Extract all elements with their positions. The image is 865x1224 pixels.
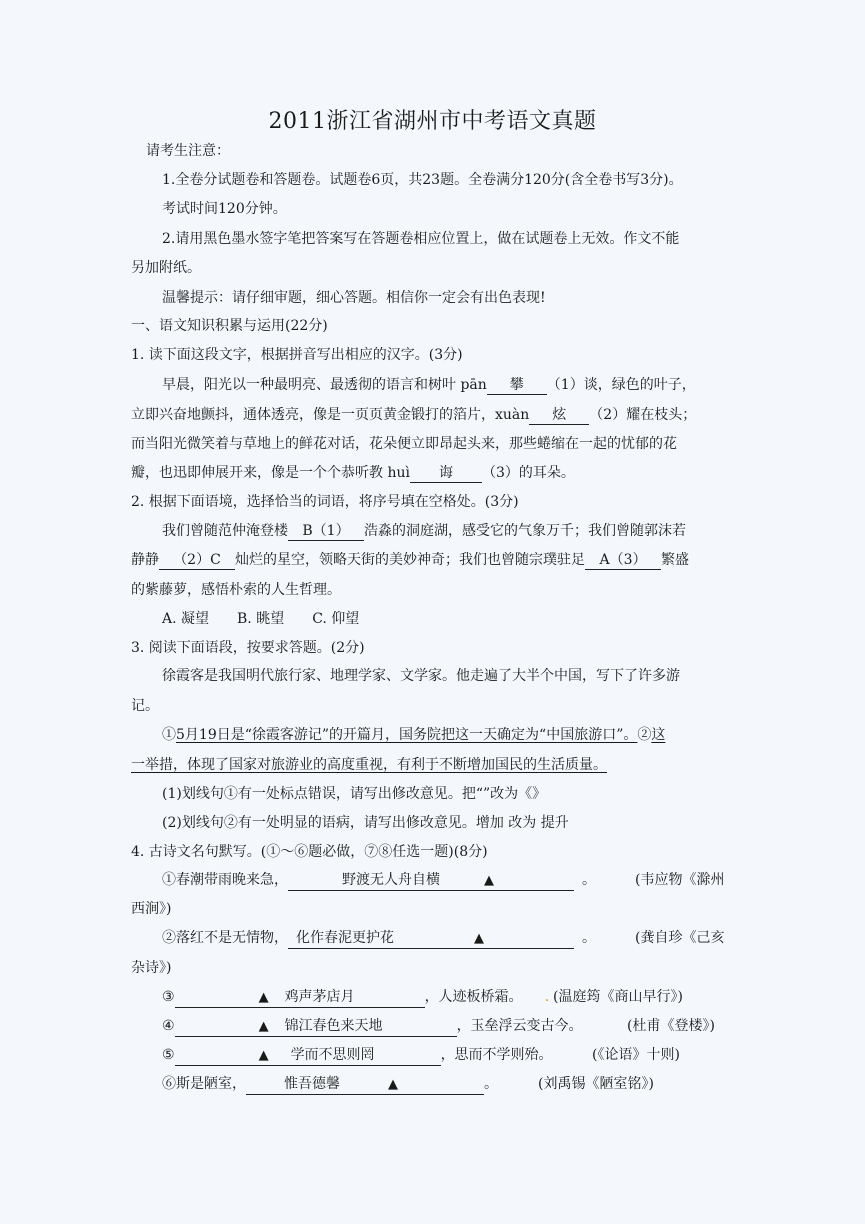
notice-header: 请考生注意： [146,143,230,159]
triangle-icon: ▲ [258,1048,269,1063]
q3-sub-1: (1)划线句①有一处标点错误，请写出修改意见。把“”改为《》 [162,786,547,802]
q4-text: ，人迹板桥霜。 [424,989,523,1005]
q2-text: 我们曾随范仲淹登楼 [162,523,288,539]
q2-line-1 [162,521,686,541]
q3-sub-2: (2)划线句②有一处明显的语病，请写出修改意见。增加 改为 提升 [162,815,569,831]
q4-answer-blank-3 [175,988,425,1008]
q1-answer-blank-3: 诲 [410,464,482,483]
q3-underlined-sentence-1: 5月19日是“徐霞客游记”的开篇月，国务院把这一天确定为“中国旅游口”。 [176,727,638,743]
q4-item-2 [162,928,596,949]
q3-passage-2 [162,725,665,745]
q2-line-2 [131,550,689,570]
notice-item-2: 2.请用黑色墨水签字笔把答案写在答题卷相应位置上，做在试题卷上无效。作文不能 [162,231,680,247]
q4-answer-blank-1 [288,871,574,891]
q4-stem: 4. 古诗文名句默写。(①～⑥题必做，⑦⑧任选一题)(8分) [131,844,488,860]
q4-text: ，思而不学则殆。 [440,1047,553,1063]
q1-answer-blank-2: 炫 [529,406,589,425]
q1-text: （1）谈，绿色的叶子， [546,377,696,393]
q1-text: 早晨，阳光以一种最明亮、最透彻的语言和树叶 pān [162,377,487,393]
q4-item-6 [162,1074,498,1095]
q1-text: （2）耀在枝头； [589,407,697,423]
q2-text: 静静 [131,552,159,568]
q4-answer: 化作春泥更护花 [296,930,394,946]
q3-underlined-sentence-2-cont: 一举措，体现了国家对旅游业的高度重视，有利于不断增加国民的生活质量。 [131,757,607,773]
q2-text: 灿烂的星空，领略天街的美妙神奇；我们也曾随宗璞驻足 [235,552,585,568]
q4-answer: 学而不思则罔 [290,1047,375,1063]
q1-line-3: 而当阳光微笑着与草地上的鲜花对话，花朵便立即昂起头来，那些蜷缩在一起的忧郁的花 [131,436,677,452]
q1-answer-blank-1: 攀 [487,376,547,395]
q4-item-3 [162,987,683,1008]
q2-text: 繁盛 [661,552,689,568]
q4-item-5 [162,1045,553,1066]
q4-answer-blank-4 [175,1017,457,1037]
q4-text: ②落红不是无情物， [162,930,288,946]
notice-tip: 温馨提示：请仔细审题，细心答题。相信你一定会有出色表现! [162,290,546,306]
q3-passage-1: 徐霞客是我国明代旅行家、地理学家、文学家。他走遍了大半个中国，写下了许多游 [162,668,680,684]
q2-answer-blank-1: B（1） [288,522,364,541]
q4-source-4: (杜甫《登楼》) [627,1018,715,1034]
q1-line-2 [131,405,696,425]
q4-number: ③ [162,989,175,1005]
q4-answer: 鸡声茅店月 [284,989,355,1005]
q3-stem: 3. 阅读下面语段，按要求答题。(2分) [131,640,365,656]
triangle-icon: ▲ [388,1077,398,1092]
q4-period: 。 [582,930,596,946]
notice-item-2-cont: 另加附纸。 [131,260,201,276]
q4-text: ①春潮带雨晚来急， [162,872,288,888]
q2-text: 浩淼的洞庭湖，感受它的气象万千；我们曾随郭沫若 [364,523,686,539]
q3-passage-1-cont: 记。 [131,698,159,714]
q1-text: 瓣，也迅即伸展开来，像是一个个恭听教 huì [131,465,410,481]
q1-line-4 [131,463,575,483]
q4-number: ④ [162,1018,175,1034]
q2-options: A. 凝望 B. 眺望 C. 仰望 [162,611,360,627]
q4-text: ⑥斯是陋室， [162,1076,246,1092]
q4-source-1: (韦应物《滁州 [635,872,725,888]
q4-source-3: (温庭筠《商山早行》) [553,989,683,1005]
q4-answer: 锦江春色来天地 [284,1018,383,1034]
q2-stem: 2. 根据下面语境，选择恰当的词语，将序号填在空格处。(3分) [131,494,519,510]
q1-line-1 [162,375,696,395]
q3-marker-2: ② [637,727,652,743]
q2-answer-blank-3: A（3） [585,551,661,570]
dot-mark-icon: . [544,989,550,1005]
q4-source-6: (刘禹锡《陋室铭》) [538,1076,654,1092]
q4-period: 。 [582,872,596,888]
q1-stem: 1. 读下面这段文字，根据拼音写出相应的汉字。(3分) [131,347,463,363]
q4-answer: 惟吾德馨 [284,1076,340,1092]
page-title: 2011浙江省湖州市中考语文真题 [268,109,597,134]
q4-source-5: (《论语》十则) [592,1047,680,1063]
q1-text: 立即兴奋地颤抖，通体透亮，像是一页页黄金锻打的箔片，xuàn [131,407,530,423]
notice-item-1-cont: 考试时间120分钟。 [162,201,287,217]
q4-source-2-cont: 杂诗》) [131,960,172,976]
q4-text: ，玉垒浮云变古今。 [456,1018,583,1034]
triangle-icon: ▲ [258,1019,269,1034]
q3-passage-2-cont [131,755,607,775]
notice-item-1: 1.全卷分试题卷和答题卷。试题卷6页，共23题。全卷满分120分(含全卷书写3分)。 [162,172,683,188]
q4-period: 。 [484,1076,498,1092]
triangle-icon: ▲ [474,931,484,946]
q4-answer-blank-5 [175,1046,441,1066]
triangle-icon: ▲ [484,873,494,888]
q4-answer: 野渡无人舟自横 [342,872,440,888]
q3-underlined-sentence-2: 这 [651,727,666,743]
q4-answer-blank-6 [246,1075,484,1095]
section-heading: 一、语文知识积累与运用(22分) [131,318,328,334]
q2-line-3: 的紫藤萝，感悟朴索的人生哲理。 [131,582,341,598]
q4-source-2: (龚自珍《己亥 [635,930,725,946]
q4-number: ⑤ [162,1047,175,1063]
q1-text: （3）的耳朵。 [481,465,575,481]
q4-source-1-cont: 西涧》) [131,901,172,917]
q3-marker-1: ① [162,727,176,743]
q4-answer-blank-2 [288,929,574,949]
q4-item-1 [162,870,596,891]
q2-answer-blank-2: （2）C [159,551,235,570]
q4-item-4 [162,1016,583,1037]
triangle-icon: ▲ [258,990,269,1005]
